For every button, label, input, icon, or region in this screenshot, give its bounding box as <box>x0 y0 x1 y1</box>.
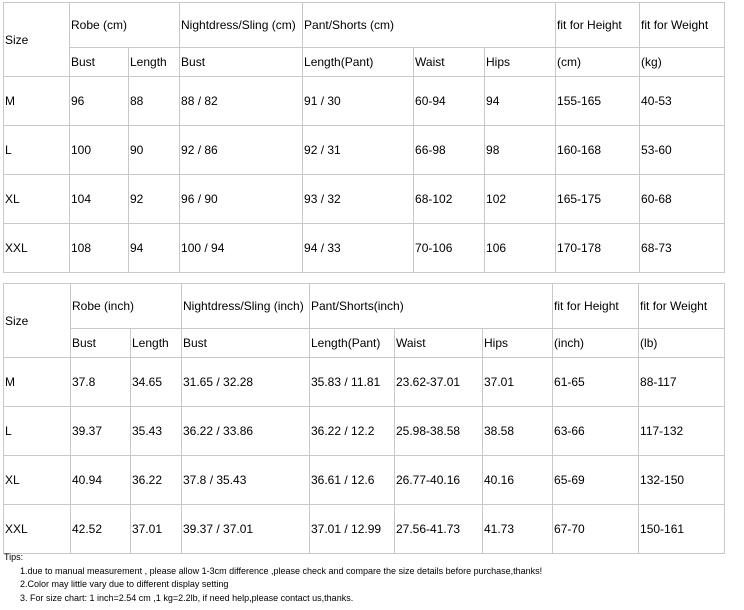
table-cell: 36.22 <box>131 456 182 505</box>
size-cell: XL <box>4 175 70 224</box>
size-table-inch <box>3 283 725 554</box>
table-cell: 96 <box>70 77 129 126</box>
subheader-cell: Hips <box>485 48 556 77</box>
table-cell: 26.77-40.16 <box>395 456 483 505</box>
subheader-cell: (lb) <box>639 329 725 358</box>
table-row <box>4 77 725 126</box>
header-row <box>4 3 725 48</box>
size-cell: M <box>4 358 71 407</box>
table-cell: 88 / 82 <box>180 77 303 126</box>
table-cell: 37.01 <box>483 358 553 407</box>
table-cell: 170-178 <box>556 224 640 273</box>
size-header: Size <box>4 3 70 77</box>
subheader-cell: (kg) <box>640 48 725 77</box>
table-cell: 35.43 <box>131 407 182 456</box>
table-cell: 31.65 / 32.28 <box>182 358 310 407</box>
table-cell: 93 / 32 <box>303 175 414 224</box>
subheader-row <box>4 48 725 77</box>
subheader-cell: Bust <box>71 329 131 358</box>
subheader-cell: Length(Pant) <box>303 48 414 77</box>
table-cell: 94 <box>485 77 556 126</box>
table-cell: 65-69 <box>553 456 639 505</box>
table-row <box>4 358 725 407</box>
table-cell: 23.62-37.01 <box>395 358 483 407</box>
subheader-row <box>4 329 725 358</box>
table-cell: 37.8 <box>71 358 131 407</box>
table-cell: 63-66 <box>553 407 639 456</box>
subheader-cell: Bust <box>70 48 129 77</box>
table-cell: 90 <box>129 126 180 175</box>
nightdress-header: Nightdress/Sling (inch) <box>182 284 310 329</box>
table-cell: 38.58 <box>483 407 553 456</box>
nightdress-header: Nightdress/Sling (cm) <box>180 3 303 48</box>
tip-line: 2.Color may little vary due to different display setting <box>20 579 229 589</box>
subheader-cell: Waist <box>414 48 485 77</box>
table-cell: 92 <box>129 175 180 224</box>
pant-header: Pant/Shorts(inch) <box>310 284 553 329</box>
fit-height-header: fit for Height <box>556 3 640 48</box>
subheader-cell: (cm) <box>556 48 640 77</box>
table-cell: 108 <box>70 224 129 273</box>
table-cell: 92 / 31 <box>303 126 414 175</box>
table-cell: 40.94 <box>71 456 131 505</box>
size-cell: M <box>4 77 70 126</box>
table-cell: 36.61 / 12.6 <box>310 456 395 505</box>
table-cell: 100 / 94 <box>180 224 303 273</box>
table-cell: 68-73 <box>640 224 725 273</box>
table-cell: 53-60 <box>640 126 725 175</box>
table-cell: 60-68 <box>640 175 725 224</box>
table-cell: 117-132 <box>639 407 725 456</box>
pant-header: Pant/Shorts (cm) <box>303 3 556 48</box>
table-cell: 36.22 / 12.2 <box>310 407 395 456</box>
table-cell: 42.52 <box>71 505 131 554</box>
table-cell: 88-117 <box>639 358 725 407</box>
table-row <box>4 407 725 456</box>
table-cell: 104 <box>70 175 129 224</box>
subheader-cell: Hips <box>483 329 553 358</box>
table-cell: 39.37 / 37.01 <box>182 505 310 554</box>
subheader-cell: Waist <box>395 329 483 358</box>
table-cell: 41.73 <box>483 505 553 554</box>
table-row <box>4 126 725 175</box>
size-cell: XXL <box>4 505 71 554</box>
table-cell: 35.83 / 11.81 <box>310 358 395 407</box>
tip-line: 1.due to manual measurement , please allow 1-3cm difference ,please check and compare the size details before purchase,thanks! <box>20 565 543 576</box>
size-header: Size <box>4 284 71 358</box>
table-cell: 37.01 <box>131 505 182 554</box>
table-row <box>4 456 725 505</box>
table-cell: 66-98 <box>414 126 485 175</box>
table-cell: 94 <box>129 224 180 273</box>
subheader-cell: Bust <box>180 48 303 77</box>
table-row <box>4 505 725 554</box>
table-cell: 132-150 <box>639 456 725 505</box>
table-cell: 34.65 <box>131 358 182 407</box>
table-row <box>4 224 725 273</box>
table-cell: 102 <box>485 175 556 224</box>
table-cell: 39.37 <box>71 407 131 456</box>
table-cell: 68-102 <box>414 175 485 224</box>
table-cell: 106 <box>485 224 556 273</box>
tip-line: 3. For size chart: 1 inch=2.54 cm ,1 kg=2.2lb, if need help,please contact us,thanks. <box>20 592 354 603</box>
tips-title: Tips: <box>4 552 24 562</box>
size-cell: XXL <box>4 224 70 273</box>
size-cell: XL <box>4 456 71 505</box>
subheader-cell: Length <box>129 48 180 77</box>
table-cell: 96 / 90 <box>180 175 303 224</box>
fit-height-header: fit for Height <box>553 284 639 329</box>
table-cell: 67-70 <box>553 505 639 554</box>
table-cell: 37.8 / 35.43 <box>182 456 310 505</box>
fit-weight-header: fit for Weight <box>640 3 725 48</box>
table-cell: 88 <box>129 77 180 126</box>
table-cell: 92 / 86 <box>180 126 303 175</box>
subheader-cell: Bust <box>182 329 310 358</box>
header-row <box>4 284 725 329</box>
table-cell: 150-161 <box>639 505 725 554</box>
fit-weight-header: fit for Weight <box>639 284 725 329</box>
subheader-cell: Length(Pant) <box>310 329 395 358</box>
table-cell: 160-168 <box>556 126 640 175</box>
table-cell: 36.22 / 33.86 <box>182 407 310 456</box>
table-row <box>4 175 725 224</box>
subheader-cell: (inch) <box>553 329 639 358</box>
table-cell: 91 / 30 <box>303 77 414 126</box>
table-cell: 37.01 / 12.99 <box>310 505 395 554</box>
table-cell: 27.56-41.73 <box>395 505 483 554</box>
tips-section <box>4 551 542 605</box>
table-cell: 165-175 <box>556 175 640 224</box>
size-cell: L <box>4 407 71 456</box>
size-cell: L <box>4 126 70 175</box>
table-cell: 94 / 33 <box>303 224 414 273</box>
table-cell: 25.98-38.58 <box>395 407 483 456</box>
table-cell: 40.16 <box>483 456 553 505</box>
table-cell: 98 <box>485 126 556 175</box>
robe-header: Robe (inch) <box>71 284 182 329</box>
table-cell: 60-94 <box>414 77 485 126</box>
table-cell: 70-106 <box>414 224 485 273</box>
subheader-cell: Length <box>131 329 182 358</box>
table-cell: 100 <box>70 126 129 175</box>
size-table-cm <box>3 2 725 273</box>
table-cell: 40-53 <box>640 77 725 126</box>
robe-header: Robe (cm) <box>70 3 180 48</box>
table-cell: 155-165 <box>556 77 640 126</box>
table-cell: 61-65 <box>553 358 639 407</box>
